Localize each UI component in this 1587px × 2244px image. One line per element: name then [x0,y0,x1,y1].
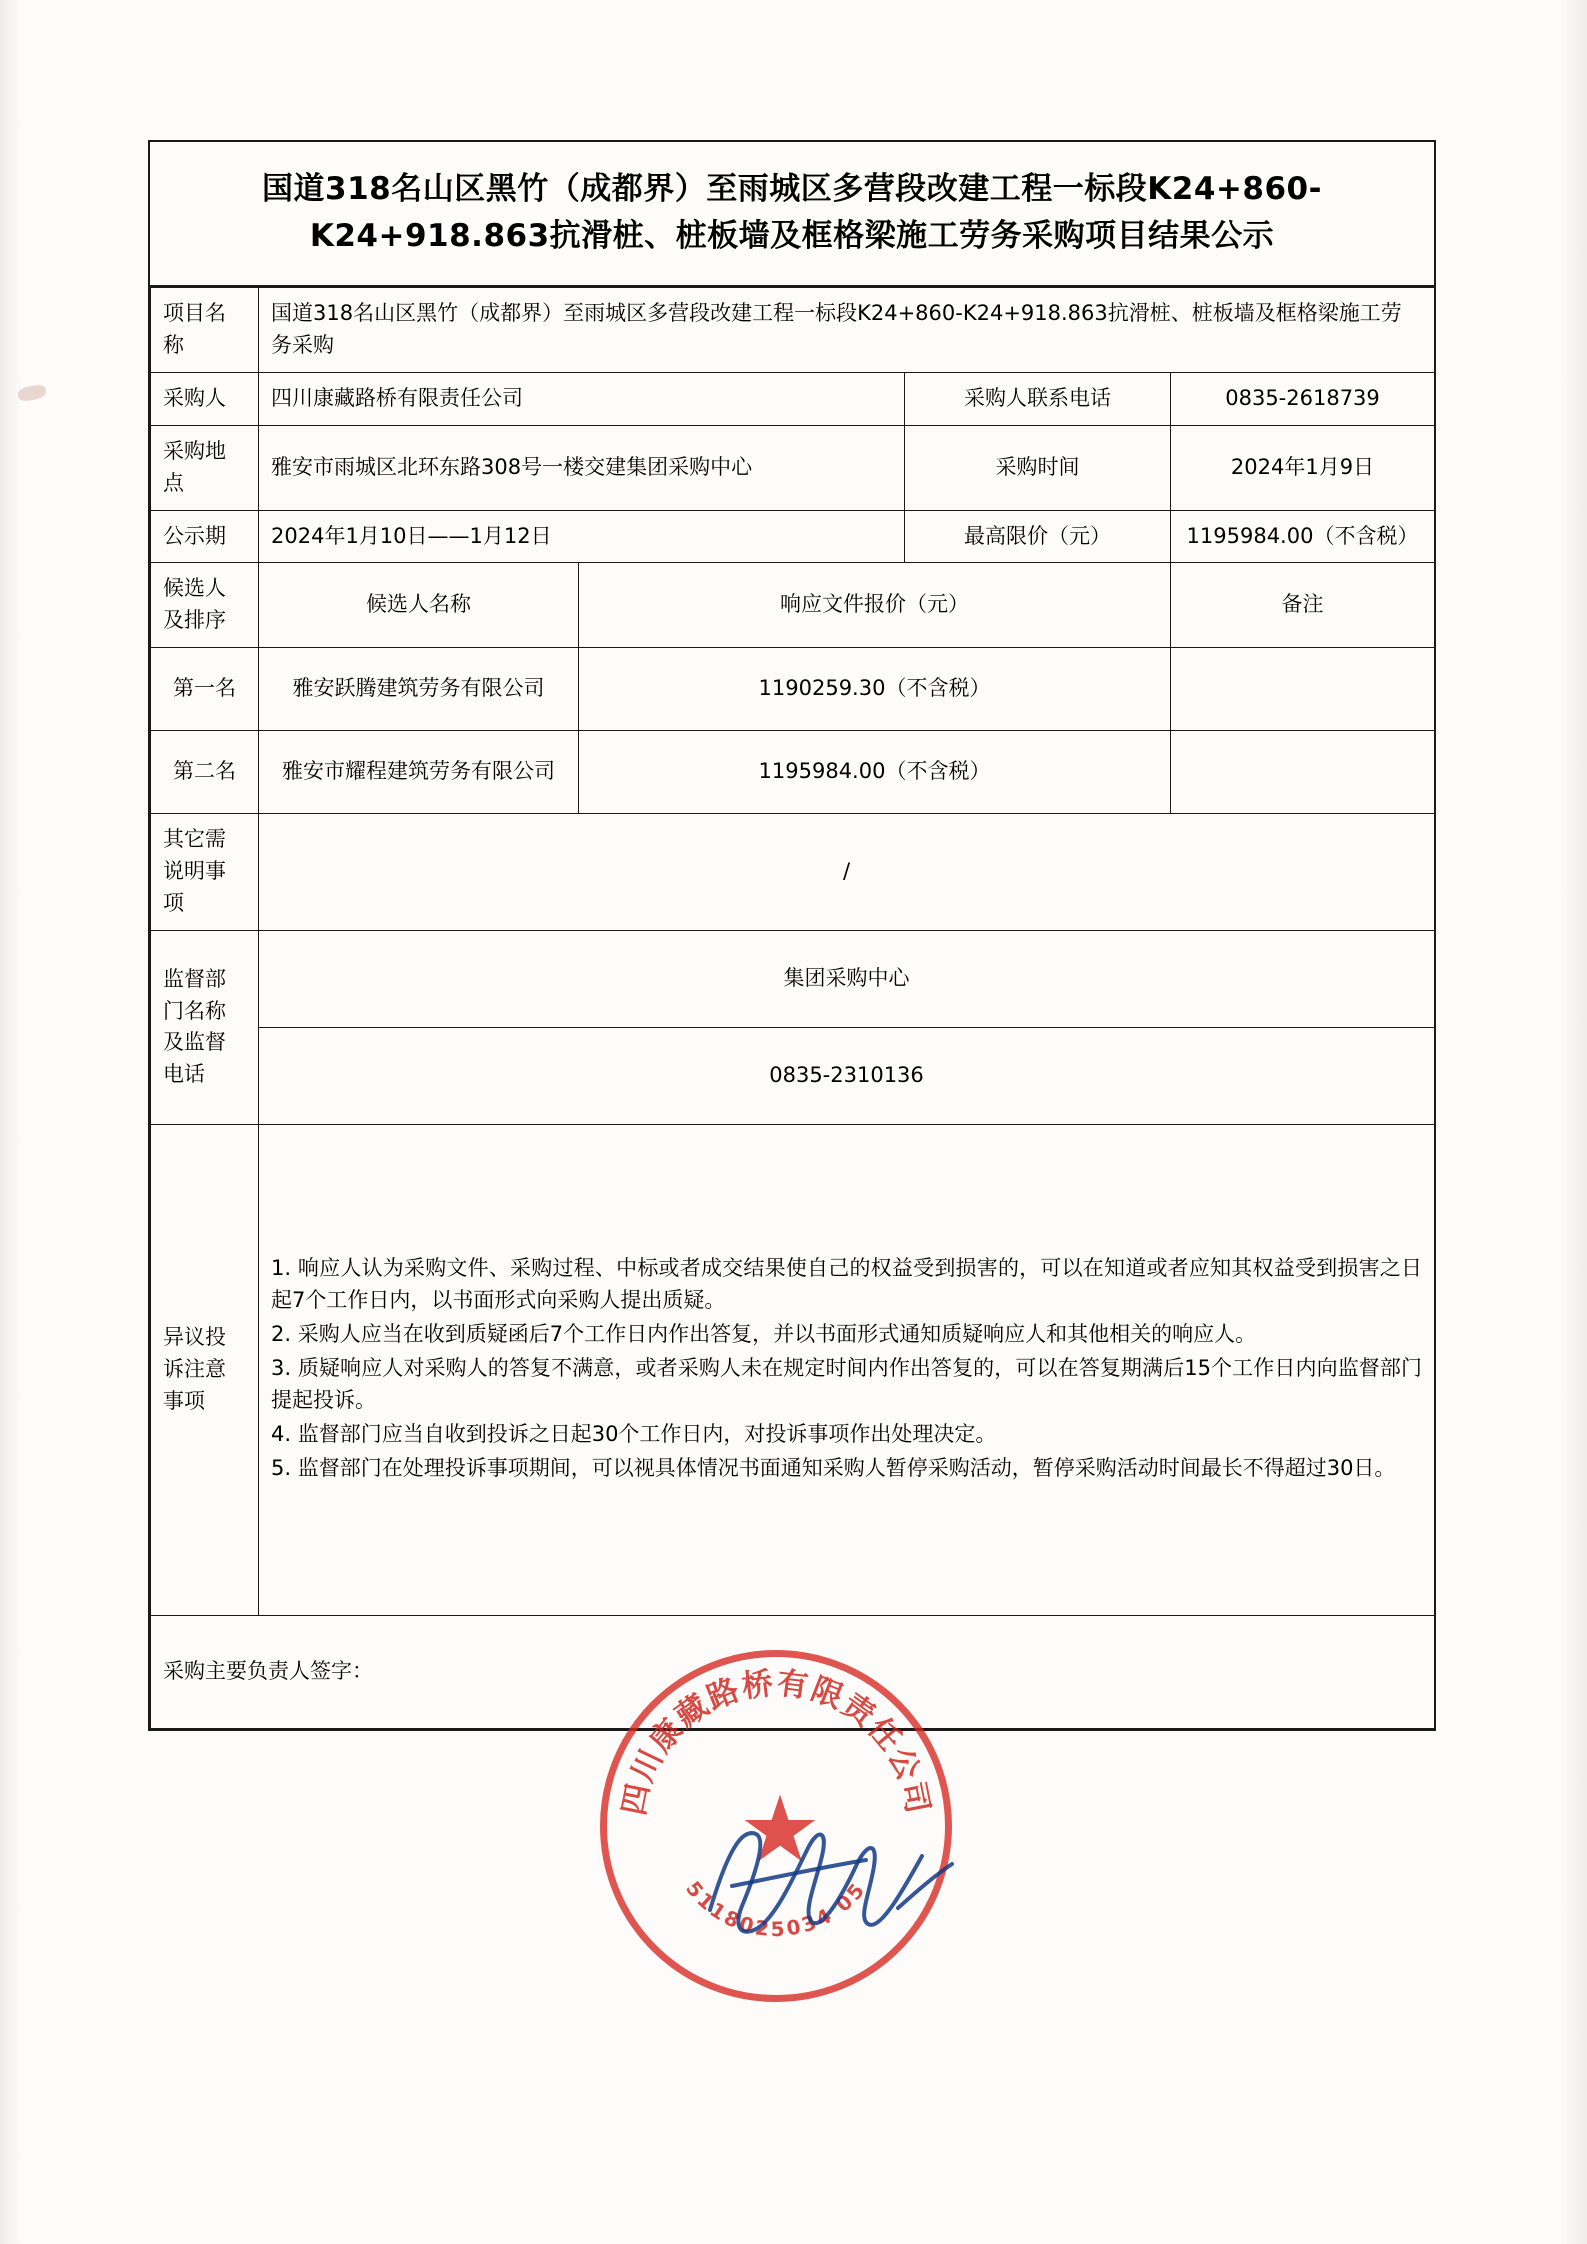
supervisor-label: 监督部门名称及监督电话 [151,930,259,1124]
announcement-table [150,287,1435,1729]
table-row-place [151,425,1435,510]
table-row-publicity [151,510,1435,563]
candidate-rank: 第二名 [151,731,259,814]
table-row-purchaser [151,372,1435,425]
table-row-supervisor-phone [151,1027,1435,1124]
candidate-remark [1171,731,1435,814]
page-edge-right [1561,0,1587,2244]
purchaser-phone-value: 0835-2618739 [1171,372,1435,425]
svg-text:四川康藏路桥有限责任公司: 四川康藏路桥有限责任公司 [615,1665,937,1819]
table-row-candidate-header [151,563,1435,648]
table-row-signature [151,1615,1435,1728]
table-row-project-name [151,288,1435,373]
complaint-note-item: 4. 监督部门应当自收到投诉之日起30个工作日内，对投诉事项作出处理决定。 [271,1421,997,1446]
publicity-value: 2024年1月10日——1月12日 [259,510,905,563]
candidate-quote: 1195984.00（不含税） [579,731,1171,814]
announcement-document [148,140,1436,1731]
quote-header: 响应文件报价（元） [579,563,1171,648]
other-notes-value: / [259,814,1435,931]
place-value: 雅安市雨城区北环东路308号一楼交建集团采购中心 [259,425,905,510]
handwritten-signature [690,1790,990,1960]
max-price-value: 1195984.00（不含税） [1171,510,1435,563]
place-label: 采购地点 [151,425,259,510]
candidate-name: 雅安跃腾建筑劳务有限公司 [259,648,579,731]
candidate-remark [1171,648,1435,731]
signature-label: 采购主要负责人签字： [151,1615,1435,1728]
purchaser-phone-label: 采购人联系电话 [905,372,1171,425]
table-row-candidate-2 [151,731,1435,814]
supervisor-name-value: 集团采购中心 [259,930,1435,1027]
page-edge-left [0,0,22,2244]
seal-star-icon: ★ [738,1779,822,1881]
table-row-candidate-1 [151,648,1435,731]
purchase-time-label: 采购时间 [905,425,1171,510]
complaint-label: 异议投诉注意事项 [151,1124,259,1615]
purchase-time-value: 2024年1月9日 [1171,425,1435,510]
purchaser-value: 四川康藏路桥有限责任公司 [259,372,905,425]
candidate-name-header: 候选人名称 [259,563,579,648]
candidate-quote: 1190259.30（不含税） [579,648,1171,731]
table-row-supervisor-name [151,930,1435,1027]
supervisor-phone-value: 0835-2310136 [259,1027,1435,1124]
complaint-notes [259,1124,1435,1615]
project-name-label: 项目名称 [151,288,259,373]
project-name-value: 国道318名山区黑竹（成都界）至雨城区多营段改建工程一标段K24+860-K24+918.863抗滑桩、桩板墙及框格梁施工劳务采购 [259,288,1435,373]
complaint-note-item: 5. 监督部门在处理投诉事项期间，可以视具体情况书面通知采购人暂停采购活动，暂停采购活动时间最长不得超过30日。 [271,1455,1396,1480]
document-title: 国道318名山区黑竹（成都界）至雨城区多营段改建工程一标段K24+860-K24+918.863抗滑桩、桩板墙及框格梁施工劳务采购项目结果公示 [150,142,1434,287]
complaint-note-item: 1. 响应人认为采购文件、采购过程、中标或者成交结果使自己的权益受到损害的，可以在知道或者应知其权益受到损害之日起7个工作日内，以书面形式向采购人提出质疑。 [271,1256,1423,1313]
candidate-label: 候选人及排序 [151,563,259,648]
candidate-name: 雅安市耀程建筑劳务有限公司 [259,731,579,814]
svg-text:5118025034 05: 5118025034 05 [681,1876,871,1942]
remark-header: 备注 [1171,563,1435,648]
candidate-rank: 第一名 [151,648,259,731]
max-price-label: 最高限价（元） [905,510,1171,563]
other-notes-label: 其它需说明事项 [151,814,259,931]
table-row-complaint [151,1124,1435,1615]
complaint-note-item: 2. 采购人应当在收到质疑函后7个工作日内作出答复，并以书面形式通知质疑响应人和其他相关的响应人。 [271,1322,1257,1347]
complaint-note-item: 3. 质疑响应人对采购人的答复不满意，或者采购人未在规定时间内作出答复的，可以在答复期满后15个工作日内向监督部门提起投诉。 [271,1356,1423,1412]
purchaser-label: 采购人 [151,372,259,425]
publicity-label: 公示期 [151,510,259,563]
table-row-other-notes [151,814,1435,931]
